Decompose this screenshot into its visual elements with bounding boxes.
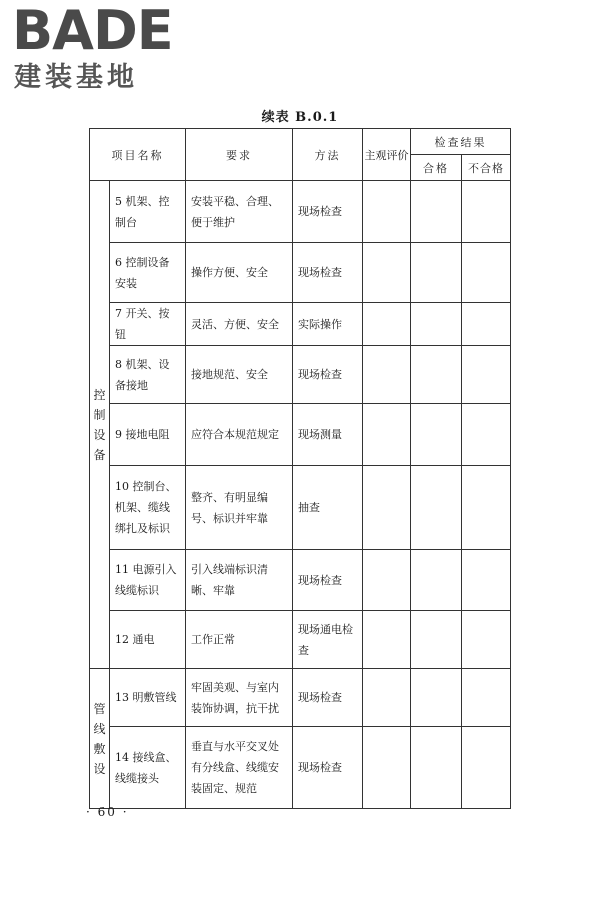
fail-cell bbox=[462, 611, 511, 669]
evaluation-cell bbox=[363, 404, 411, 466]
method-cell: 现场通电检查 bbox=[293, 611, 363, 669]
item-cell: 14 接线盒、线缆接头 bbox=[110, 727, 186, 809]
method-cell: 现场测量 bbox=[293, 404, 363, 466]
fail-cell bbox=[462, 466, 511, 550]
evaluation-cell bbox=[363, 466, 411, 550]
fail-cell bbox=[462, 303, 511, 346]
item-cell: 9 接地电阻 bbox=[110, 404, 186, 466]
evaluation-cell bbox=[363, 550, 411, 611]
category-cell: 管 线 敷 设 bbox=[90, 669, 110, 809]
item-cell: 5 机架、控制台 bbox=[110, 181, 186, 243]
evaluation-cell bbox=[363, 243, 411, 303]
header-result: 检查结果 bbox=[411, 129, 511, 155]
evaluation-cell bbox=[363, 669, 411, 727]
method-cell: 实际操作 bbox=[293, 303, 363, 346]
evaluation-cell bbox=[363, 611, 411, 669]
requirement-cell: 灵活、方便、安全 bbox=[186, 303, 293, 346]
table-row bbox=[90, 550, 511, 611]
logo-subtitle: 建装基地 bbox=[14, 62, 138, 93]
pass-cell bbox=[411, 669, 462, 727]
item-cell: 7 开关、按钮 bbox=[110, 303, 186, 346]
requirement-cell: 垂直与水平交叉处有分线盒、线缆安装固定、规范 bbox=[186, 727, 293, 809]
method-cell: 现场检查 bbox=[293, 346, 363, 404]
pass-cell bbox=[411, 611, 462, 669]
table-row bbox=[90, 466, 511, 550]
table-row bbox=[90, 346, 511, 404]
fail-cell bbox=[462, 243, 511, 303]
method-cell: 现场检查 bbox=[293, 181, 363, 243]
requirement-cell: 安装平稳、合理、便于维护 bbox=[186, 181, 293, 243]
logo-brand: BADE bbox=[12, 0, 173, 62]
requirement-cell: 接地规范、安全 bbox=[186, 346, 293, 404]
fail-cell bbox=[462, 669, 511, 727]
table-row bbox=[90, 243, 511, 303]
evaluation-cell bbox=[363, 346, 411, 404]
method-cell: 现场检查 bbox=[293, 243, 363, 303]
table-row bbox=[90, 404, 511, 466]
header-method: 方法 bbox=[293, 129, 363, 181]
header-item: 项目名称 bbox=[90, 129, 186, 181]
method-cell: 抽查 bbox=[293, 466, 363, 550]
pass-cell bbox=[411, 727, 462, 809]
fail-cell bbox=[462, 404, 511, 466]
page-number: · 60 · bbox=[86, 805, 129, 819]
item-cell: 13 明敷管线 bbox=[110, 669, 186, 727]
item-cell: 10 控制台、机架、缆线绑扎及标识 bbox=[110, 466, 186, 550]
table-row bbox=[90, 727, 511, 809]
item-cell: 6 控制设备安装 bbox=[110, 243, 186, 303]
item-cell: 11 电源引入线缆标识 bbox=[110, 550, 186, 611]
item-cell: 12 通电 bbox=[110, 611, 186, 669]
logo bbox=[12, 2, 182, 97]
pass-cell bbox=[411, 550, 462, 611]
table-row bbox=[90, 611, 511, 669]
table-row bbox=[90, 669, 511, 727]
requirement-cell: 操作方便、安全 bbox=[186, 243, 293, 303]
fail-cell bbox=[462, 727, 511, 809]
fail-cell bbox=[462, 550, 511, 611]
requirement-cell: 应符合本规范规定 bbox=[186, 404, 293, 466]
requirement-cell: 牢固美观、与室内装饰协调，抗干扰 bbox=[186, 669, 293, 727]
method-cell: 现场检查 bbox=[293, 727, 363, 809]
pass-cell bbox=[411, 303, 462, 346]
pass-cell bbox=[411, 404, 462, 466]
header-pass: 合格 bbox=[411, 155, 462, 181]
evaluation-cell bbox=[363, 303, 411, 346]
pass-cell bbox=[411, 346, 462, 404]
fail-cell bbox=[462, 346, 511, 404]
header-requirement: 要求 bbox=[186, 129, 293, 181]
method-cell: 现场检查 bbox=[293, 669, 363, 727]
evaluation-cell bbox=[363, 181, 411, 243]
requirement-cell: 引入线端标识清晰、牢靠 bbox=[186, 550, 293, 611]
pass-cell bbox=[411, 181, 462, 243]
item-cell: 8 机架、设备接地 bbox=[110, 346, 186, 404]
evaluation-cell bbox=[363, 727, 411, 809]
fail-cell bbox=[462, 181, 511, 243]
pass-cell bbox=[411, 466, 462, 550]
category-cell: 控 制 设 备 bbox=[90, 181, 110, 669]
method-cell: 现场检查 bbox=[293, 550, 363, 611]
pass-cell bbox=[411, 243, 462, 303]
header-fail: 不合格 bbox=[462, 155, 511, 181]
header-evaluation: 主观评价 bbox=[363, 129, 411, 181]
table-row bbox=[90, 303, 511, 346]
requirement-cell: 工作正常 bbox=[186, 611, 293, 669]
inspection-table bbox=[89, 128, 511, 809]
requirement-cell: 整齐、有明显编号、标识并牢靠 bbox=[186, 466, 293, 550]
table-row bbox=[90, 181, 511, 243]
table-caption: 续表 B.0.1 bbox=[261, 110, 339, 125]
